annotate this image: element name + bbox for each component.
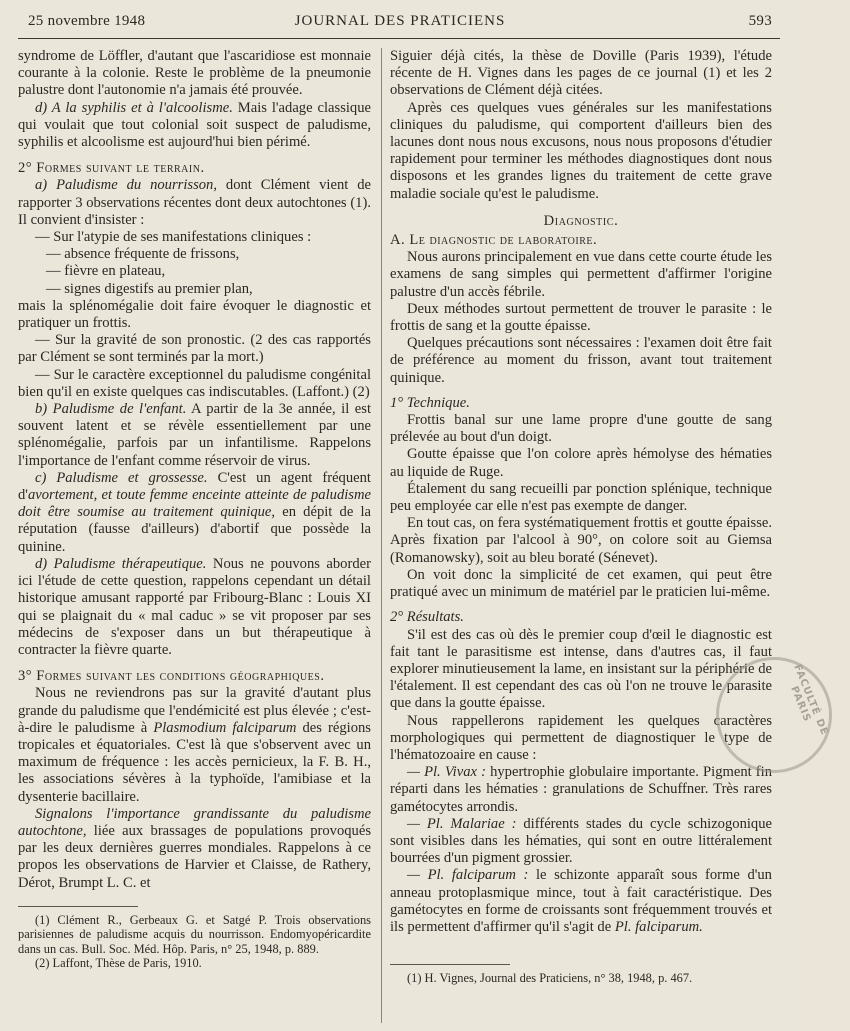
header-rule	[18, 38, 780, 39]
paragraph: Étalement du sang recueilli par ponction splénique, technique peu employée car elle n'est pas exempte de danger.	[390, 480, 772, 515]
list-item: — Sur l'atypie de ses manifestations cliniques :	[35, 229, 312, 246]
paragraph: b) Paludisme de l'enfant. A partir de la 3e année, il est souvent latent et se révèle essentiellement par une splénomégalie, parfois par un infantilisme. Rappelons l'importance de l'enfant comme réservoir de virus.	[18, 401, 371, 469]
paragraph: — Pl. falciparum : le schizonte apparaît sous forme d'un anneau protoplasmique mince, tout à fait caractéristique. Des gamétocytes en forme de croissants sont fréquemment trouvés et ils permettent d'affirmer qu'il s'agit de Pl. falciparum.	[390, 867, 772, 935]
list-item: — fièvre en plateau,	[46, 263, 166, 280]
paragraph: c) Paludisme et grossesse. C'est un agent fréquent d'avortement, et toute femme enceinte atteinte de paludisme doit être soumise au traitement quinique, en dépit de la réputation (fausse d'ailleurs) d'abortif que possède la quinine.	[18, 469, 371, 555]
footnote: (1) H. Vignes, Journal des Praticiens, n° 38, 1948, p. 467.	[407, 971, 693, 986]
paragraph: — Pl. Malariae : différents stades du cycle schizogonique sont visibles dans les hématies, qui sont en outre littéralement bourrées d'un pigment grossier.	[390, 815, 772, 867]
paragraph: Siguier déjà cités, la thèse de Doville (Paris 1939), l'étude récente de H. Vignes dans les pages de ce journal (1) et les 2 observations de Clément déjà citées.	[390, 48, 772, 99]
paragraph: syndrome de Löffler, d'autant que l'ascaridiose est monnaie courante à la colonie. Reste le problème de la pneumonie palustre dont l'autonomie n'a jamais été prouvée.	[18, 48, 371, 99]
journal-title: JOURNAL DES PRATICIENS	[294, 13, 506, 29]
paragraph: S'il est des cas où dès le premier coup d'œil le diagnostic est fait tant le parasitisme est intense, dans d'autres cas, il faut explorer minutieusement la lame, en insistant sur la périphérie de l'étalement. Il est cependant des cas où l'on ne trouve le parasite que dans la goutte épaisse.	[390, 626, 772, 712]
footnote-rule	[18, 906, 138, 907]
paragraph: Nous aurons principalement en vue dans cette courte étude les examens de sang simples qui permettent d'affirmer l'origine palustre d'un accès fébrile.	[390, 249, 772, 300]
list-item: — absence fréquente de frissons,	[46, 246, 240, 263]
subsection-heading: 1° Technique.	[390, 394, 470, 411]
section-heading: 2° Formes suivant le terrain.	[18, 160, 205, 177]
paragraph: Deux méthodes surtout permettent de trouver le parasite : le frottis de sang et la goutte épaisse.	[390, 300, 772, 335]
paragraph: d) Paludisme thérapeutique. Nous ne pouvons aborder ici l'étude de cette question, rappelons cependant un détail historique amusant rapporté par Fribourg-Blanc : Louis XI qui se plaignait du « mal caduc » se vit proposer par ses médecins de s'exposer dans un but thérapeutique à contracter la fièvre quarte.	[18, 555, 371, 658]
paragraph: a) Paludisme du nourrisson, dont Clément vient de rapporter 3 observations récentes dont deux autochtones (1). Il convient d'insister :	[18, 177, 371, 228]
running-header	[28, 11, 772, 33]
footnote: (2) Laffont, Thèse de Paris, 1910.	[35, 955, 202, 970]
paragraph: Après ces quelques vues générales sur les manifestations cliniques du paludisme, qui comportent d'ailleurs bien des lacunes dont nous nous excusons, nous nous proposons d'étudier rapidement pour terminer les méthodes diagnostiques dont nous disposons et les grandes lignes du traitement de cette grave maladie sociale qu'est le paludisme.	[390, 99, 772, 202]
header-date: 25 novembre 1948	[28, 13, 146, 29]
section-heading: 3° Formes suivant les conditions géographiques.	[18, 668, 325, 685]
paragraph: Quelques précautions sont nécessaires : l'examen doit être fait de préférence au moment du frisson, avant tout traitement quinique.	[390, 335, 772, 386]
subsection-heading: A. Le diagnostic de laboratoire.	[390, 232, 598, 249]
paragraph: d) A la syphilis et à l'alcoolisme. Mais l'adage classique qui voulait que tout colonial soit suspect de paludisme, syphilis et alcoolisme est aujourd'hui bien périmé.	[18, 99, 371, 151]
paragraph: Nous ne reviendrons pas sur la gravité d'autant plus grande du paludisme que l'endémicité est plus élevée ; c'est-à-dire le paludisme à Plasmodium falciparum des régions tropicales et équatoriales. C'est là que s'observent avec un maximum de fréquence : les accès pernicieux, la F. B. H., les associations sévères à la typhoïde, l'amibiase et la dysenterie bacillaire.	[18, 685, 371, 805]
stamp-text: FACULTÉ DE PARIS	[788, 662, 830, 738]
paragraph: On voit donc la simplicité de cet examen, qui peut être pratiqué avec un minimum de matériel par le praticien lui-même.	[390, 566, 772, 601]
column-divider	[381, 48, 382, 1023]
paragraph: mais la splénomégalie doit faire évoquer le diagnostic et pratiquer un frottis.	[18, 297, 371, 332]
subsection-heading: 2° Résultats.	[390, 609, 464, 626]
right-column	[390, 48, 772, 1025]
paragraph: Nous rappellerons rapidement les quelques caractères morphologiques qui permettent de diagnostiquer le type de l'hématozoaire en cause :	[390, 712, 772, 763]
paragraph: Goutte épaisse que l'on colore après hémolyse des hématies au liquide de Ruge.	[390, 446, 772, 480]
paragraph: En tout cas, on fera systématiquement frottis et goutte épaisse. Après fixation par l'alcool à 90°, on colore soit au Giemsa (Romanowsky), soit au bleu boraté (Sénevet).	[390, 515, 772, 566]
list-item: — signes digestifs au premier plan,	[46, 280, 253, 297]
paragraph: — Sur le caractère exceptionnel du paludisme congénital bien qu'il en existe quelques cas indiscutables. (Laffont.) (2)	[18, 366, 371, 400]
paragraph: Signalons l'importance grandissante du paludisme autochtone, liée aux brassages de populations provoqués par les deux dernières guerres mondiales. Rappelons à ce propos les observations de Harvier et Claisse, de Rathery, Dérot, Brumpt L. C. et	[18, 805, 371, 891]
paragraph: — Sur la gravité de son pronostic. (2 des cas rapportés par Clément se sont terminés par la mort.)	[18, 332, 371, 366]
footnote-rule	[390, 964, 510, 965]
page-number: 593	[748, 13, 772, 29]
left-column	[18, 48, 371, 1025]
footnote: (1) Clément R., Gerbeaux G. et Satgé P. Trois observations parisiennes de paludisme acquis du nourrisson. Endomyopéricardite dans un cas. Bull. Soc. Méd. Hôp. Paris, n° 25, 1948, p. 889.	[18, 912, 371, 956]
paragraph: — Pl. Vivax : hypertrophie globulaire importante. Pigment fin réparti dans les hématies : granulations de Schuffner. Très rares gamétocytes arrondis.	[390, 764, 772, 815]
section-heading: Diagnostic.	[543, 212, 619, 229]
paragraph: Frottis banal sur une lame propre d'une goutte de sang prélevée au bout d'un doigt.	[390, 412, 772, 446]
